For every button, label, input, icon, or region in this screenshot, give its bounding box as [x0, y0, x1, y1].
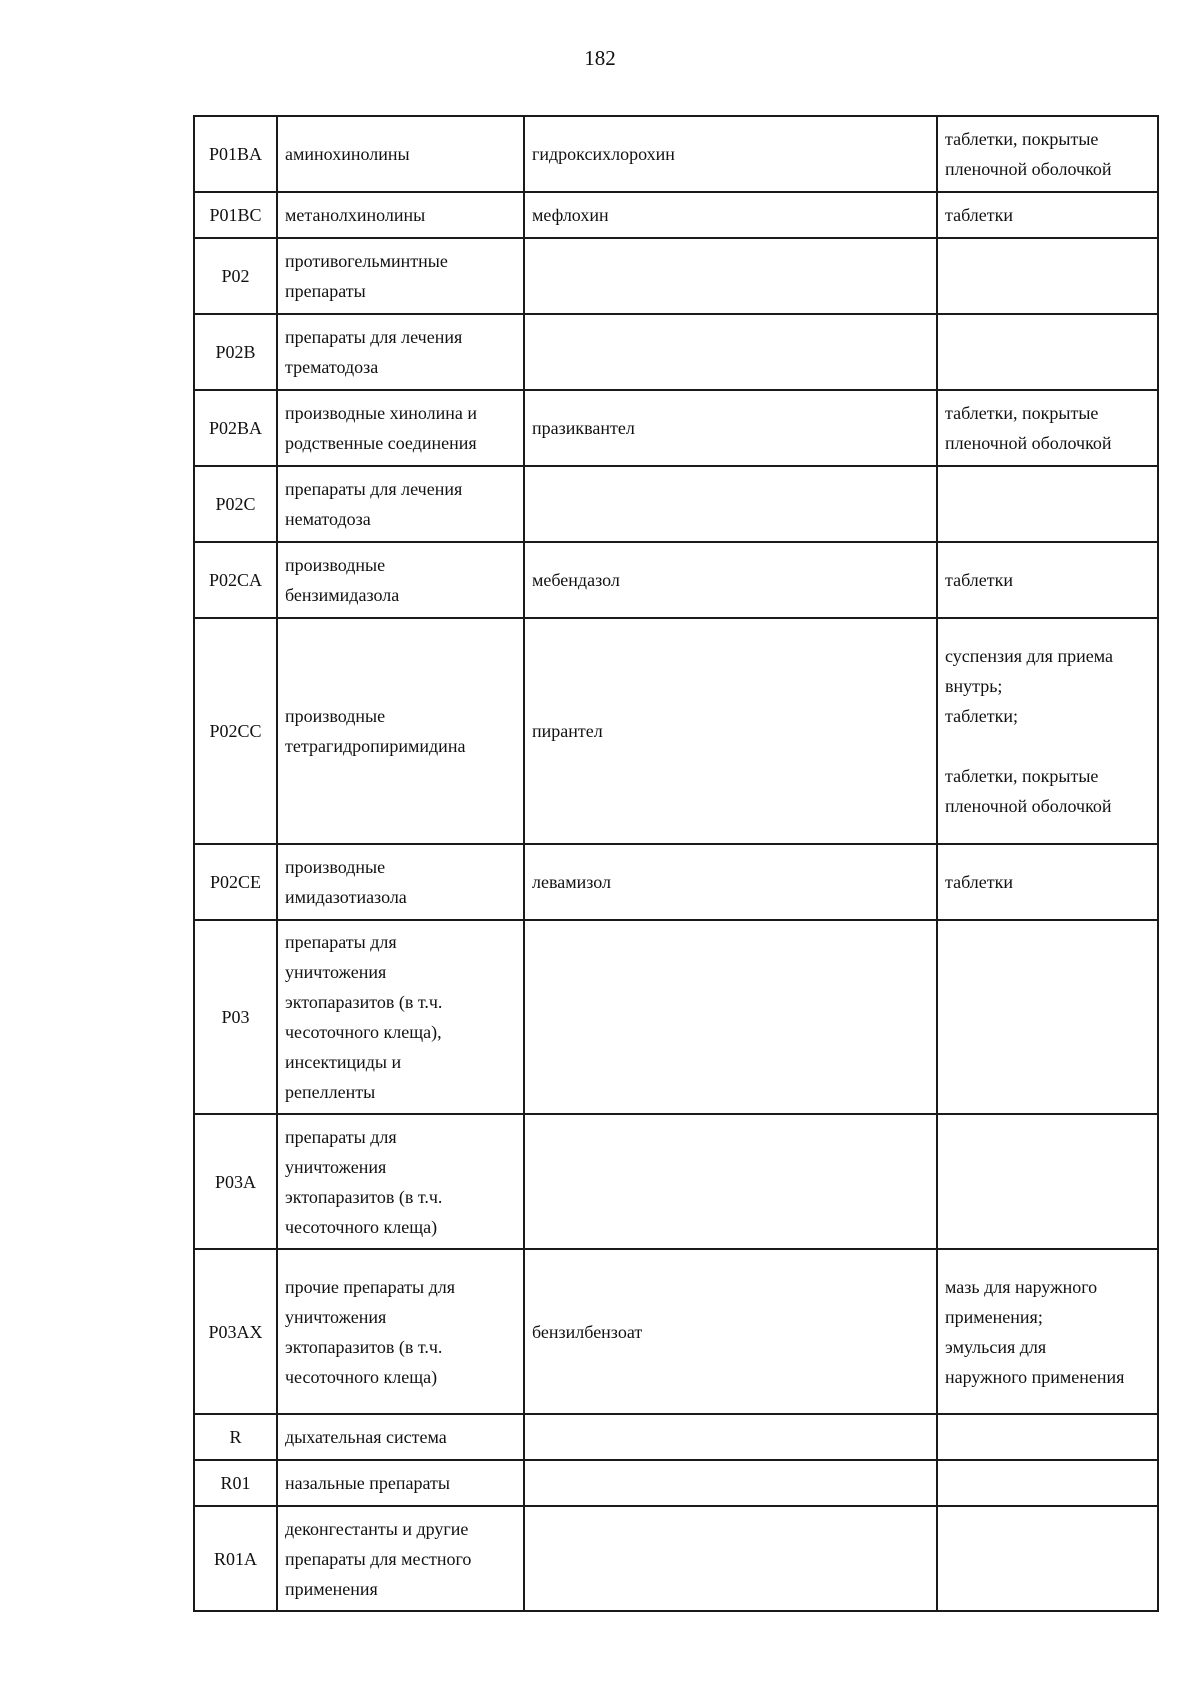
dosage-form-cell: мазь для наружного применения; эмульсия для наружного применения: [937, 1249, 1158, 1414]
table-row: [194, 238, 1158, 314]
table-row: [194, 1414, 1158, 1460]
table-row: [194, 466, 1158, 542]
table-row: [194, 1460, 1158, 1506]
drug-name-cell: пирантел: [524, 618, 937, 844]
dosage-form-cell: таблетки: [937, 844, 1158, 920]
drug-name-cell: мефлохин: [524, 192, 937, 238]
group-name-cell: производные бензимидазола: [277, 542, 524, 618]
atc-code-cell: P01BC: [194, 192, 277, 238]
group-name-cell: производные тетрагидропиримидина: [277, 618, 524, 844]
table-row: [194, 116, 1158, 192]
dosage-form-cell: [937, 1460, 1158, 1506]
table-row: [194, 192, 1158, 238]
atc-code-cell: P02: [194, 238, 277, 314]
group-name-cell: деконгестанты и другие препараты для местного применения: [277, 1506, 524, 1611]
dosage-form-cell: [937, 238, 1158, 314]
page-number: 182: [584, 46, 616, 70]
group-name-cell: препараты для уничтожения эктопаразитов (в т.ч. чесоточного клеща), инсектициды и репелленты: [277, 920, 524, 1114]
drug-name-cell: [524, 1414, 937, 1460]
group-name-cell: аминохинолины: [277, 116, 524, 192]
atc-code-cell: P03A: [194, 1114, 277, 1249]
group-name-cell: препараты для лечения трематодоза: [277, 314, 524, 390]
atc-code-cell: P02BA: [194, 390, 277, 466]
dosage-form-cell: таблетки, покрытые пленочной оболочкой: [937, 116, 1158, 192]
drug-name-cell: [524, 238, 937, 314]
dosage-form-cell: таблетки: [937, 192, 1158, 238]
drug-name-cell: [524, 920, 937, 1114]
group-name-cell: дыхательная система: [277, 1414, 524, 1460]
drug-name-cell: бензилбензоат: [524, 1249, 937, 1414]
drug-name-cell: [524, 1114, 937, 1249]
table-row: [194, 314, 1158, 390]
table-row: [194, 1506, 1158, 1611]
group-name-cell: прочие препараты для уничтожения эктопаразитов (в т.ч. чесоточного клеща): [277, 1249, 524, 1414]
atc-code-cell: P02CA: [194, 542, 277, 618]
drug-name-cell: гидроксихлорохин: [524, 116, 937, 192]
table-row: [194, 542, 1158, 618]
atc-code-cell: P02C: [194, 466, 277, 542]
drug-name-cell: [524, 1506, 937, 1611]
group-name-cell: производные имидазотиазола: [277, 844, 524, 920]
atc-code-cell: P02CE: [194, 844, 277, 920]
group-name-cell: производные хинолина и родственные соединения: [277, 390, 524, 466]
atc-code-cell: P03: [194, 920, 277, 1114]
group-name-cell: препараты для уничтожения эктопаразитов (в т.ч. чесоточного клеща): [277, 1114, 524, 1249]
table-body: [194, 116, 1158, 1611]
dosage-form-cell: [937, 466, 1158, 542]
drug-name-cell: [524, 466, 937, 542]
dosage-form-cell: [937, 1114, 1158, 1249]
drug-name-cell: празиквантел: [524, 390, 937, 466]
drug-name-cell: [524, 314, 937, 390]
atc-code-cell: P01BA: [194, 116, 277, 192]
atc-code-cell: R01A: [194, 1506, 277, 1611]
dosage-form-cell: таблетки, покрытые пленочной оболочкой: [937, 390, 1158, 466]
group-name-cell: назальные препараты: [277, 1460, 524, 1506]
table-row: [194, 1249, 1158, 1414]
atc-code-cell: R01: [194, 1460, 277, 1506]
atc-code-cell: P02CC: [194, 618, 277, 844]
table-row: [194, 920, 1158, 1114]
drug-name-cell: левамизол: [524, 844, 937, 920]
dosage-form-cell: [937, 920, 1158, 1114]
dosage-form-cell: суспензия для приема внутрь; таблетки; таблетки, покрытые пленочной оболочкой: [937, 618, 1158, 844]
atc-code-cell: P02B: [194, 314, 277, 390]
atc-code-cell: R: [194, 1414, 277, 1460]
group-name-cell: препараты для лечения нематодоза: [277, 466, 524, 542]
dosage-form-cell: [937, 314, 1158, 390]
group-name-cell: противогельминтные препараты: [277, 238, 524, 314]
dosage-form-cell: [937, 1414, 1158, 1460]
drug-name-cell: мебендазол: [524, 542, 937, 618]
dosage-form-cell: [937, 1506, 1158, 1611]
drug-name-cell: [524, 1460, 937, 1506]
group-name-cell: метанолхинолины: [277, 192, 524, 238]
dosage-form-cell: таблетки: [937, 542, 1158, 618]
table-row: [194, 844, 1158, 920]
atc-code-cell: P03AX: [194, 1249, 277, 1414]
table-row: [194, 390, 1158, 466]
table-row: [194, 618, 1158, 844]
table-row: [194, 1114, 1158, 1249]
drug-table: [193, 115, 1159, 1612]
